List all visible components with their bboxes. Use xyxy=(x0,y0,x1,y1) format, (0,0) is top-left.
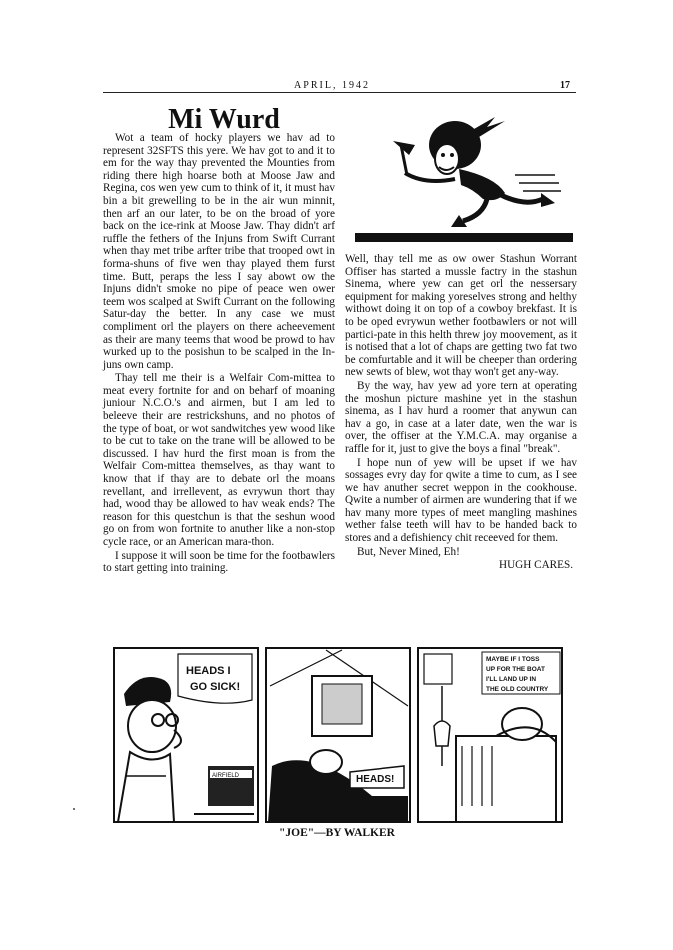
comic-panel-1 xyxy=(114,648,258,822)
comic-panel-3 xyxy=(418,648,562,822)
right-paragraph-2: By the way, hav yew ad yore tern at operating the moshun picture mashine yet in the stashun sinema, as I hav hurd a roomer that anywun can hav a go, in case at a later date, wen the war is over, the offiser at the Y.M.C.A. may organise a raffle for it, just to give the boys a final "break". xyxy=(345,379,577,455)
indian-mascot-illustration xyxy=(355,115,573,243)
panel3-speech-line1: MAYBE IF I TOSS xyxy=(486,656,540,663)
panel1-speech-line2: GO SICK! xyxy=(190,681,241,693)
right-paragraph-4: But, Never Mined, Eh! xyxy=(357,545,460,558)
panel1-speech-line1: HEADS I xyxy=(186,665,231,677)
header-date: APRIL, 1942 xyxy=(294,80,370,91)
left-paragraph-2: Thay tell me their is a Welfair Com-mittea to meat every fortnite for and on beharf of moaning juniour N.C.O.'s and airmen, but I am led to beleeve their are restrickshuns, and no photos of the type of boat, or wot sandwitches yew wood like to be cut to take on the trane will be allowed to be discussed. I hav hurd the first moan is from the Welfair Com-mittea themselves, as thay want to know that if thay are to debate orl the moans revellant, and irrellevent, as evrywun thort thay had, wood thay be allowed to hav weak ends? The reason for this questchun is that the seshun wood go on from won fortnite to anuther like a non-stop cycle race, or an American mara-thon. xyxy=(103,372,335,548)
page-number: 17 xyxy=(560,80,570,91)
right-column xyxy=(345,253,577,572)
header-rule xyxy=(103,92,576,93)
author-signature: HUGH CARES. xyxy=(499,559,573,572)
left-paragraph-1: Wot a team of hocky players we hav ad to represent 32SFTS this yere. We hav got to and it to em for the way thay prevented the Mounties from riding there high hoarse both at Moose Jaw and Regina, cos wen yew cum to think of it, it must hav bin a bit grewelling to be in the air wun minnit, then arf an our later, to be on the broad of yore back on the ice-rink at Moose Jaw. Thay didn't arf ruffle the fethers of the Injuns from Swift Currant when thay met tribe arfter tribe that trooped owt in forma-shuns of five wen thay played them furst time. Butt, peraps the less I say abowt ow the Injuns didn't smoke no pipe of peace wen ower teem wos scalped at Swift Currant on the following Satur-day the better. In any case we must compliment orl the players on there acheevement as their are many teems that wood be prowd to hav wurked up to the posishun to be scalped in the In-juns own camp. xyxy=(103,132,335,371)
right-paragraph-1: Well, thay tell me as ow ower Stashun Worrant Offiser has started a mussle factry in the stashun Sinema, where yew can get orl the nessersary equipment for making yoreselves strong and helthy withowt doing it on top of a cowboy brekfast. It is to be oped evrywun wether footbawlers or not will partici-pate in this helth threw joy moovement, as it is notised that a lot of chaps are getting two fat two be comfurtable and it will be cheeper than ordering new sewts of blew, wot thay won't get any-way. xyxy=(345,253,577,379)
left-paragraph-3: I suppose it will soon be time for the footbawlers to start getting into training. xyxy=(103,549,335,575)
panel3-speech-line3: I'LL LAND UP IN xyxy=(486,676,537,683)
panel1-airfield-sign: AIRFIELD xyxy=(212,773,240,779)
right-paragraph-3: I hope nun of yew will be upset if we hav sossages evry day for qwite a time to cum, as I see we hav anuther secret weppon in the cookhouse. Qwite a number of airmen are wundering that if we hav many more types of meet mangling mashines wether false teeth will hav to be handed back to stores and a defishiency chit receeved for them. xyxy=(345,456,577,545)
left-column xyxy=(103,132,335,576)
panel3-speech-line2: UP FOR THE BOAT xyxy=(486,666,545,673)
comic-strip xyxy=(112,646,564,826)
stray-mark xyxy=(73,808,75,810)
panel2-speech: HEADS! xyxy=(356,774,395,785)
panel3-speech-line4: THE OLD COUNTRY xyxy=(486,686,549,693)
article-title: Mi Wurd xyxy=(168,104,280,135)
comic-panel-2 xyxy=(266,648,410,822)
comic-caption: "JOE"—BY WALKER xyxy=(279,827,395,839)
